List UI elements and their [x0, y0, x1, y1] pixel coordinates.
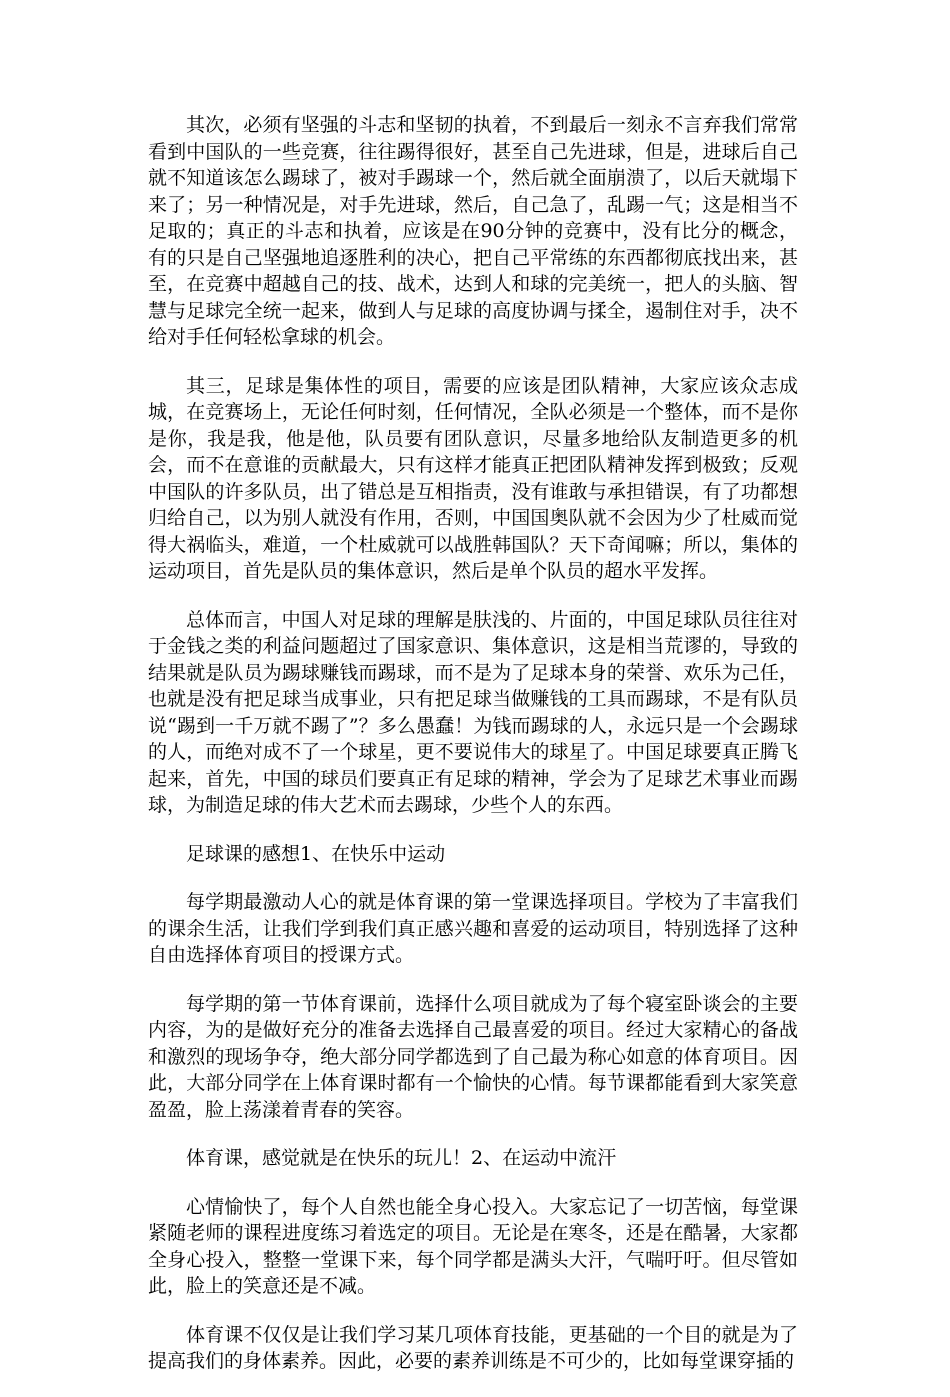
paragraph-2: 其三，足球是集体性的项目，需要的应该是团队精神，大家应该众志成城，在竞赛场上，无论任何时刻，任何情况，全队必须是一个整体，而不是你是你，我是我，他是他，队员要有团队意识，尽量多地给队友制造更多的机会，而不在意谁的贡献最大，只有这样才能真正把团队精神发挥到极致；反观中国队的许多队员，出了错总是互相指责，没有谁敢与承担错误，有了功都想归给自己，以为别人就没有作用，否则，中国国奥队就不会因为少了杜威而觉得大祸临头，难道，一个杜威就可以战胜韩国队？天下奇闻嘛；所以，集体的运动项目，首先是队员的集体意识，然后是单个队员的超水平发挥。	[148, 374, 798, 582]
section-heading-1: 足球课的感想1、在快乐中运动	[186, 842, 446, 865]
paragraph-5: 每学期的第一节体育课前，选择什么项目就成为了每个寝室卧谈会的主要内容，为的是做好充分的准备去选择自己最喜爱的项目。经过大家精心的备战和激烈的现场争夺，绝大部分同学都选到了自己最为称心如意的体育项目。因此，大部分同学在上体育课时都有一个愉快的心情。每节课都能看到大家笑意盈盈，脸上荡漾着青春的笑容。	[148, 992, 798, 1121]
paragraph-4: 每学期最激动人心的就是体育课的第一堂课选择项目。学校为了丰富我们的课余生活，让我们学到我们真正感兴趣和喜爱的运动项目，特别选择了这种自由选择体育项目的授课方式。	[148, 891, 798, 966]
paragraph-7: 体育课不仅仅是让我们学习某几项体育技能，更基础的一个目的就是为了提高我们的身体素养。因此，必要的素养训练是不可少的，比如每堂课穿插的	[148, 1323, 798, 1372]
paragraph-1: 其次，必须有坚强的斗志和坚韧的执着，不到最后一刻永不言弃我们常常看到中国队的一些竞赛，往往踢得很好，甚至自己先进球，但是，进球后自己就不知道该怎么踢球了，被对手踢球一个，然后就全面崩溃了，以后天就塌下来了；另一种情况是，对手先进球，然后，自己急了，乱踢一气；这是相当不足取的；真正的斗志和执着，应该是在90分钟的竞赛中，没有比分的概念，有的只是自己坚强地追逐胜利的决心，把自己平常练的东西都彻底找出来，甚至，在竞赛中超越自己的技、战术，达到人和球的完美统一，把人的头脑、智慧与足球完全统一起来，做到人与足球的高度协调与揉全，遏制住对手，决不给对手任何轻松拿球的机会。	[148, 114, 798, 348]
document-body	[148, 112, 798, 1397]
paragraph-3: 总体而言，中国人对足球的理解是肤浅的、片面的，中国足球队员往往对于金钱之类的利益问题超过了国家意识、集体意识，这是相当荒谬的，导致的结果就是队员为踢球赚钱而踢球，而不是为了足球本身的荣誉、欢乐为己任，也就是没有把足球当成事业，只有把足球当做赚钱的工具而踢球，不是有队员说“踢到一千万就不踢了”？多么愚蠢！为钱而踢球的人，永远只是一个会踢球的人，而绝对成不了一个球星，更不要说伟大的球星了。中国足球要真正腾飞起来，首先，中国的球员们要真正有足球的精神，学会为了足球艺术事业而踢球，为制造足球的伟大艺术而去踢球，少些个人的东西。	[148, 608, 798, 816]
section-heading-2: 体育课，感觉就是在快乐的玩儿！2、在运动中流汗	[186, 1147, 617, 1169]
paragraph-6: 心情愉快了，每个人自然也能全身心投入。大家忘记了一切苦恼，每堂课紧随老师的课程进度练习着选定的项目。无论是在寒冬，还是在酷暑，大家都全身心投入，整整一堂课下来，每个同学都是满头大汗，气喘吁吁。但尽管如此，脸上的笑意还是不减。	[148, 1195, 798, 1297]
